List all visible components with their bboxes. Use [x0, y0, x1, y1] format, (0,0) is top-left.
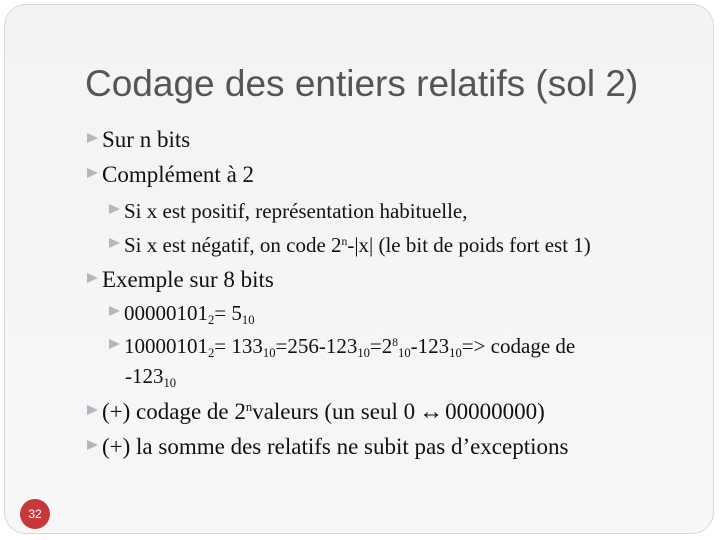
bullet-text: (+) codage de 2 [102, 399, 246, 424]
bullet-sur-n-bits [87, 127, 190, 153]
triangle-bullet-icon [109, 238, 120, 248]
slide [4, 4, 714, 534]
binary-value: 10000101 [124, 334, 208, 358]
bullet-text: valeurs (un seul 0 [252, 399, 416, 424]
bullet-text: -|x| (le bit de poids fort est 1) [347, 233, 591, 257]
subscript-base: 10 [241, 313, 255, 328]
sub-bullet-example-2 [109, 334, 575, 359]
subscript-base: 10 [262, 346, 276, 361]
triangle-bullet-icon [109, 339, 120, 349]
bullet-text: 00000000) [445, 399, 545, 424]
subscript-base: 2 [208, 313, 215, 328]
bullet-text: Si x est négatif, on code 2 [124, 233, 342, 257]
bullet-text: Si x est positif, représentation habituelle, [124, 199, 468, 223]
expression-text: -123 [125, 364, 164, 388]
bullet-text: Complément à 2 [102, 162, 255, 187]
equals-text: = 5 [214, 301, 242, 325]
triangle-bullet-icon [109, 306, 120, 316]
page-number-badge: 32 [20, 499, 50, 529]
triangle-bullet-icon [87, 168, 98, 178]
left-right-arrow-icon: ↔ [419, 399, 442, 425]
triangle-bullet-icon [87, 133, 98, 143]
superscript-n: n [245, 400, 253, 415]
sub-bullet-example-1 [109, 301, 254, 326]
subscript-base: 2 [208, 346, 215, 361]
triangle-bullet-icon [87, 273, 98, 283]
superscript-n: n [341, 236, 348, 249]
bullet-text: Sur n bits [102, 127, 191, 152]
superscript-exponent: 8 [392, 337, 399, 350]
bullet-text: (+) la somme des relatifs ne subit pas d’exceptions [102, 434, 569, 459]
slide-title: Codage des entiers relatifs (sol 2) [85, 63, 639, 104]
bullet-codage-2n [87, 399, 545, 426]
subscript-base: 10 [398, 346, 411, 361]
triangle-bullet-icon [109, 204, 120, 214]
binary-value: 00000101 [124, 301, 208, 325]
expression-text: =256-123 [275, 334, 358, 358]
bullet-text: Exemple sur 8 bits [102, 267, 274, 292]
bullet-somme-relatifs [87, 434, 568, 460]
expression-text: =2 [369, 334, 393, 358]
bullet-complement [87, 162, 254, 188]
sub-bullet-positif [109, 199, 468, 224]
expression-text: => codage de [461, 334, 576, 358]
subscript-base: 10 [357, 346, 370, 361]
sub-bullet-negatif [109, 233, 591, 258]
subscript-base: 10 [163, 376, 177, 391]
sub-bullet-example-2-continued [125, 364, 176, 389]
triangle-bullet-icon [87, 405, 98, 415]
subscript-base: 10 [449, 346, 462, 361]
equals-text: = 133 [214, 334, 263, 358]
bullet-exemple [87, 267, 274, 293]
triangle-bullet-icon [87, 440, 98, 450]
expression-text: -123 [410, 334, 450, 358]
